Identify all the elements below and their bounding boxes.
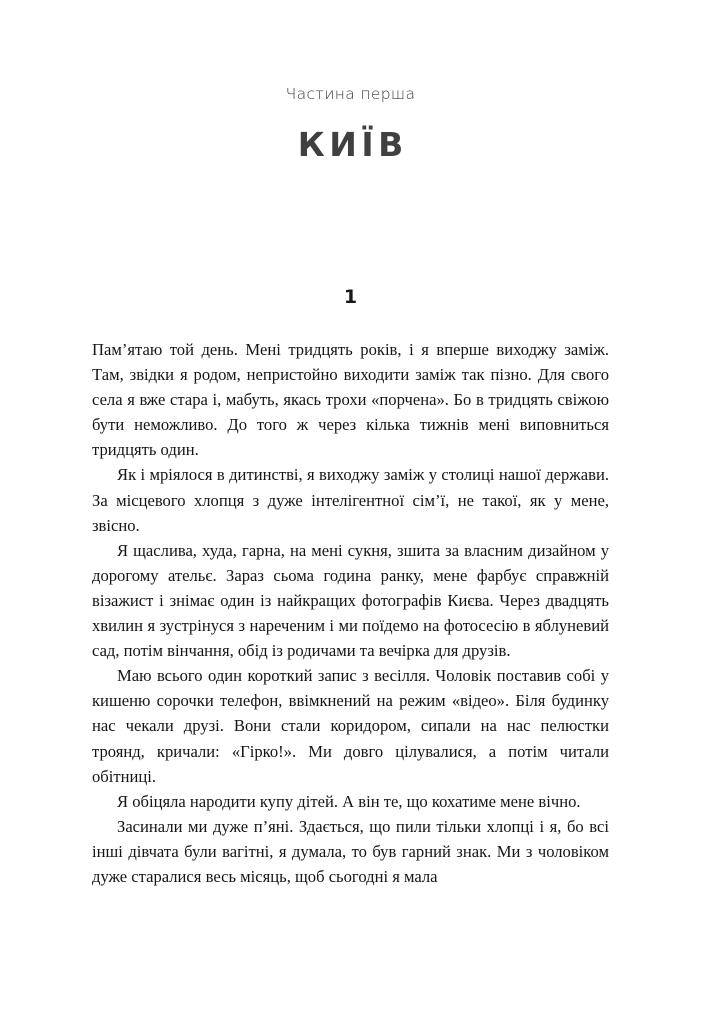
body-paragraph: Як і мріялося в дитинстві, я виходжу заміж у столиці нашої держави. За місцевого хлопця з дуже інтелігентної сім’ї, не такої, як у мене, звісно. [92,465,609,535]
part-heading-block [0,84,701,165]
body-paragraph: Пам’ятаю той день. Мені тридцять років, і я вперше виходжу заміж. Там, звідки я родом, непристойно виходити заміж так пізно. Для свого села я вже стара і, мабуть, якась трохи «порчена». Бо в тридцять свіжою бути неможливо. До того ж через кілька тижнів мені виповниться тридцять один. [92,340,609,460]
chapter-number: 1 [343,286,358,308]
part-label: Частина перша [285,85,416,103]
body-paragraph: Засинали ми дуже п’яні. Здається, що пили тільки хлопці і я, бо всі інші дівчата були вагітні, я думала, то був гарний знак. Ми з чоловіком дуже старалися весь місяць, щоб сьогодні я мала [92,816,609,886]
body-paragraph: Я щаслива, худа, гарна, на мені сукня, зшита за власним дизайном у дорогому ательє. Зараз сьома година ранку, мене фарбує справжній візажист і знімає один із найкращих фотографів Києва. Через двадцять хвилин я зустрінуся з нареченим і ми поїдемо на фотосесію в яблуневий сад, потім вінчання, обід із родичами та вечірка для друзів. [92,540,609,661]
part-title: КИЇВ [297,125,408,164]
body-paragraph: Маю всього один короткий запис з весілля. Чоловік поставив собі у кишеню сорочки телефон, ввімкнений на режим «відео». Біля будинку нас чекали друзі. Вони стали коридором, сипали на нас пелюстки троянд, кричали: «Гірко!». Ми довго цілувалися, а потім читали обітниці. [92,666,609,786]
body-paragraph: Я обіцяла народити купу дітей. А він те, що кохатиме мене вічно. [117,791,581,811]
body-text-column [92,337,609,889]
